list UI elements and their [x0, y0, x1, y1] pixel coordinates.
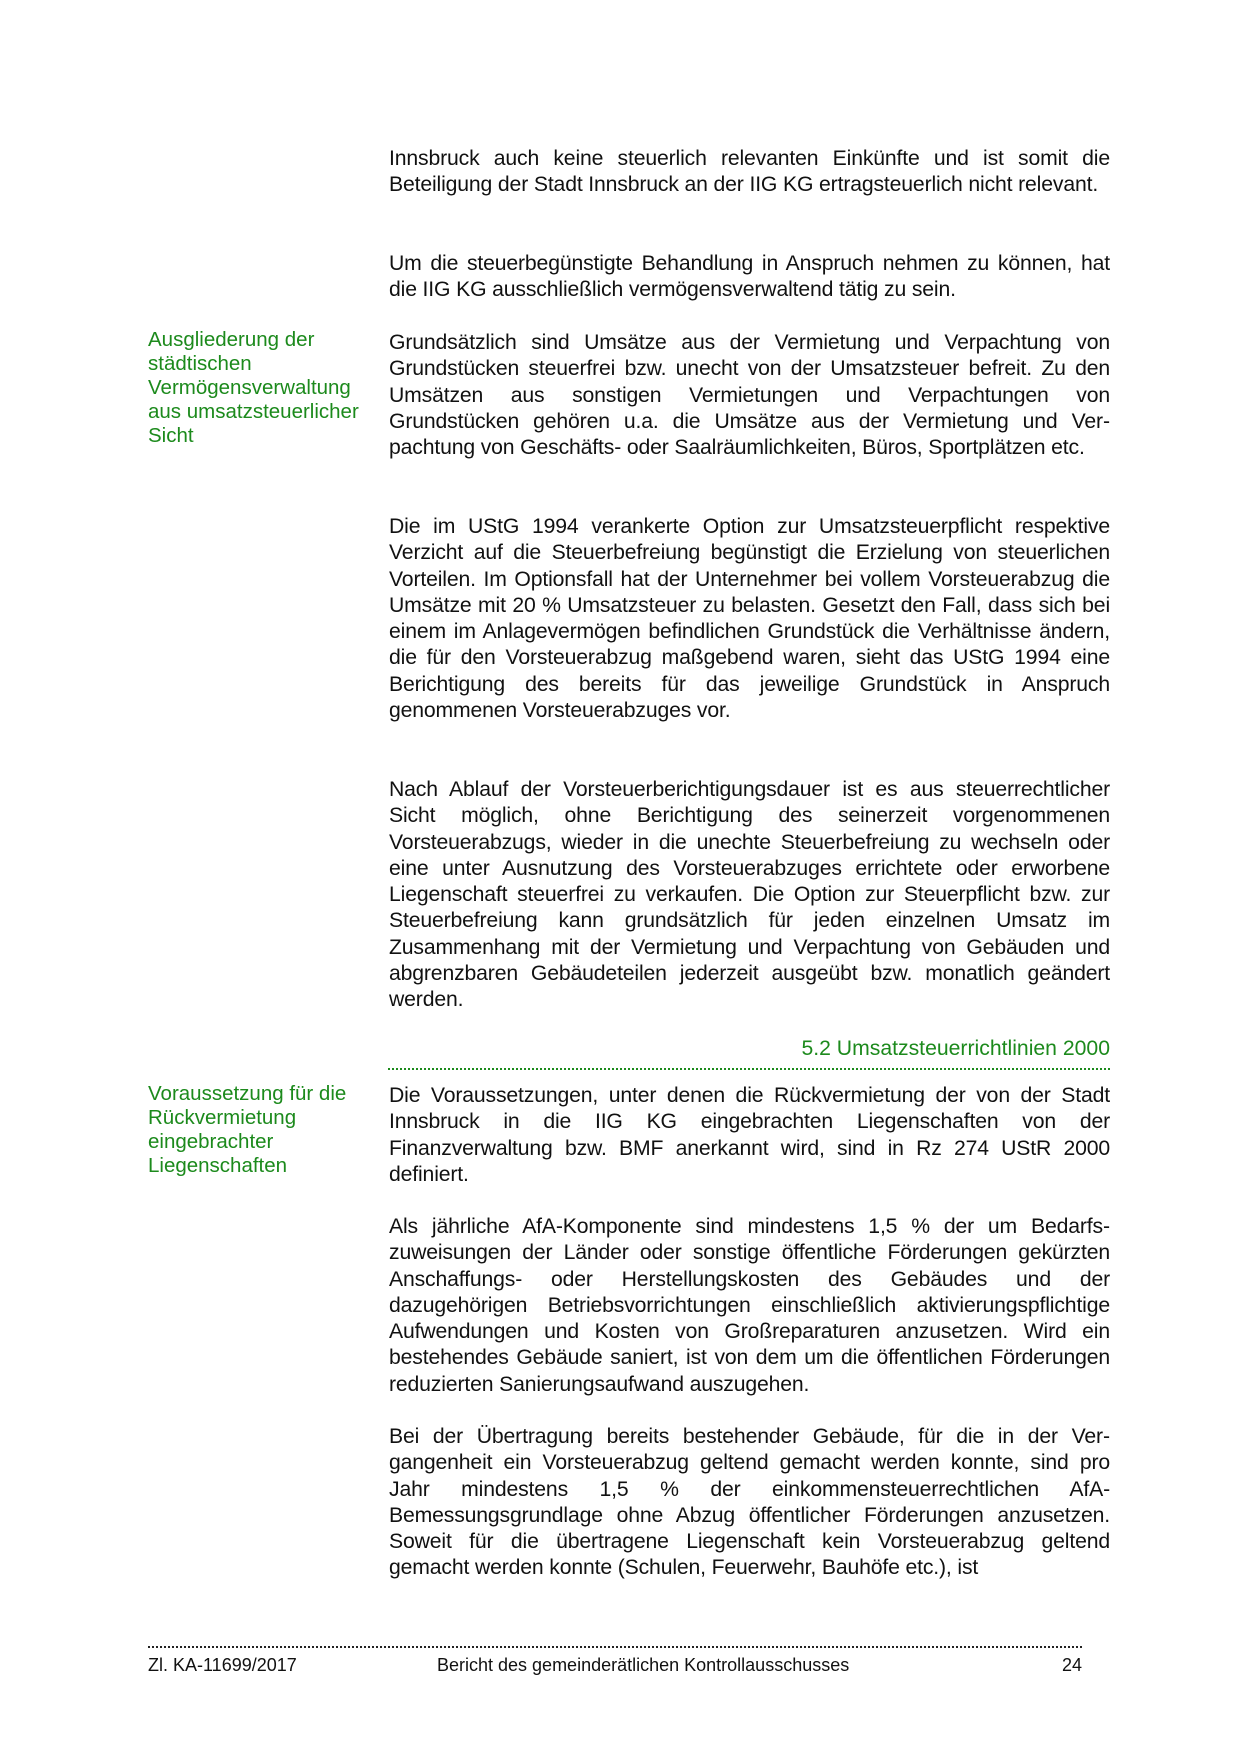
margin-note-ausgliederung: Ausgliederung der städtischen Vermögensverwaltung aus umsatzsteuerlicher Sicht: [148, 328, 359, 447]
section-heading: 5.2 Umsatzsteuerrichtlinien 2000: [801, 1037, 1110, 1060]
margin-note-voraussetzung: Voraussetzung für die Rückvermietung eingebrachter Liegenschaften: [148, 1082, 347, 1177]
paragraph-7: Als jährliche AfA-Komponente sind mindestens 1,5 % der um Bedarfszuweisungen der Länder oder sonstige öffentliche Förderungen gekürzten Anschaffungs- oder Herstellungskosten des Gebäudes und der dazugehörigen Betriebsvorrichtungen einschließlich aktivierungspflichtige Aufwendungen und Kosten von Großreparaturen anzusetzen. Wird ein bestehendes Gebäude saniert, ist von dem um die öffentlichen Förderungen reduzierten Sanierungsaufwand auszugehen.: [389, 1215, 1110, 1396]
paragraph-4: Die im UStG 1994 verankerte Option zur Umsatzsteuerpflicht respektive Verzicht auf die Steuerbefreiung begünstigt die Erzielung von steuerlichen Vorteilen. Im Optionsfall hat der Unternehmer bei vollem Vorsteuerabzug die Umsätze mit 20 % Umsatzsteuer zu belasten. Gesetzt den Fall, dass sich bei einem im Anlagevermögen befindlichen Grundstück die Verhältnisse ändern, die für den Vorsteuerabzug maßgebend waren, sieht das UStG 1994 eine Berichtigung des bereits für das jeweilige Grundstück in Anspruch genommenen Vorsteuerabzuges vor.: [389, 515, 1110, 723]
paragraph-6: Die Voraussetzungen, unter denen die Rückvermietung der von der Stadt Innsbruck in die IIG KG eingebrachten Liegenschaften von der Finanzverwaltung bzw. BMF anerkannt wird, sind in Rz 274 UStR 2000 definiert.: [389, 1084, 1110, 1186]
footer-reference: Zl. KA-11699/2017: [148, 1655, 297, 1675]
paragraph-3: Grundsätzlich sind Umsätze aus der Vermietung und Verpachtung von Grundstücken steuerfrei bzw. unecht von der Umsatzsteuer befreit. Zu den Umsätzen aus sonstigen Vermietungen und Verpachtungen von Grundstücken gehören u.a. die Umsätze aus der Vermietung und Verpachtung von Geschäfts- oder Saalräumlichkeiten, Büros, Sportplätzen etc.: [389, 331, 1110, 460]
paragraph-2: Um die steuerbegünstigte Behandlung in Anspruch nehmen zu können, hat die IIG KG ausschließlich vermögensverwaltend tätig zu sein.: [389, 252, 1110, 302]
footer-divider: [148, 1646, 1082, 1648]
paragraph-8: Bei der Übertragung bereits bestehender Gebäude, für die in der Vergangenheit ein Vorsteuerabzug geltend gemacht werden konnte, sind pro Jahr mindestens 1,5 % der einkommensteuerrechtlichen AfA-Bemessungsgrundlage ohne Abzug öffentlicher Förderungen anzusetzen. Soweit für die übertragene Liegenschaft kein Vorsteuerabzug geltend gemacht werden konnte (Schulen, Feuerwehr, Bauhöfe etc.), ist: [389, 1425, 1110, 1580]
footer-title: Bericht des gemeinderätlichen Kontrollausschusses: [437, 1655, 850, 1675]
section-heading-divider: [388, 1068, 1110, 1070]
page-number: 24: [1061, 1655, 1082, 1675]
paragraph-1: Innsbruck auch keine steuerlich relevanten Einkünfte und ist somit die Beteiligung der Stadt Innsbruck an der IIG KG ertragsteuerlich nicht relevant.: [389, 147, 1110, 197]
paragraph-5: Nach Ablauf der Vorsteuerberichtigungsdauer ist es aus steuerrechtlicher Sicht möglich, ohne Berichtigung des seinerzeit vorgenommenen Vorsteuerabzugs, wieder in die unechte Steuerbefreiung zu wechseln oder eine unter Ausnutzung des Vorsteuerabzuges errichtete oder erworbene Liegenschaft steuerfrei zu verkaufen. Die Option zur Steuerpflicht bzw. zur Steuerbefreiung kann grundsätzlich für jeden einzelnen Umsatz im Zusammenhang mit der Vermietung und Verpachtung von Gebäuden und abgrenzbaren Gebäudeteilen jederzeit ausgeübt bzw. monatlich geändert werden.: [389, 778, 1110, 1012]
